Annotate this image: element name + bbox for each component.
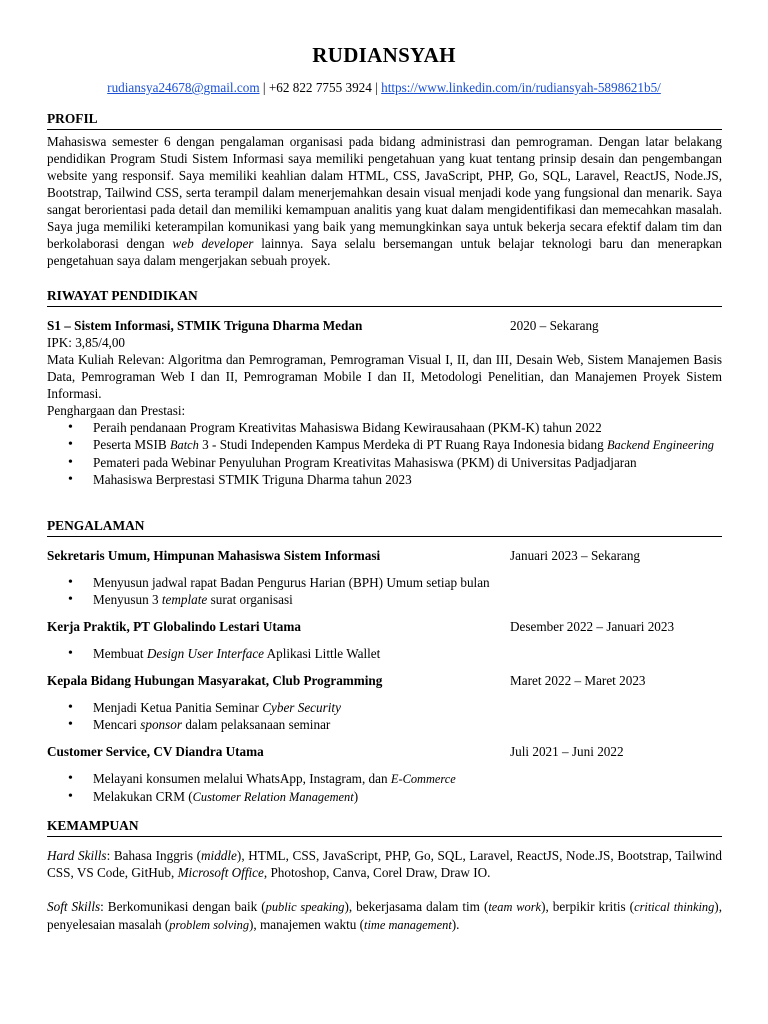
- skills-text-emphasis: critical thinking: [634, 900, 715, 914]
- job-duties: [47, 699, 722, 733]
- awards-label: Penghargaan dan Prestasi:: [47, 403, 186, 418]
- education-entry-header: [47, 317, 722, 334]
- skills-section: [47, 817, 722, 934]
- skills-text: , Photoshop, Canva, Corel Draw, Draw IO.: [263, 865, 491, 880]
- duty-text: surat organisasi: [207, 592, 293, 607]
- contact-line: [0, 79, 768, 96]
- award-text: 3 - Studi Independen Kampus Merdeka di PT Ruang Raya Indonesia bidang: [198, 437, 607, 452]
- duty-text: dalam pelaksanaan seminar: [182, 717, 331, 732]
- awards-list: [47, 419, 722, 488]
- duty-text: Melayani konsumen melalui WhatsApp, Instagram, dan: [93, 771, 391, 786]
- skills-text-emphasis: time management: [364, 918, 452, 932]
- duty-text-emphasis: template: [161, 592, 208, 607]
- job-period: Maret 2022 – Maret 2023: [510, 673, 646, 688]
- skills-text: ), manajemen waktu (: [249, 917, 365, 932]
- phone-number: +62 822 7755 3924: [268, 80, 372, 95]
- list-item: [93, 591, 722, 608]
- experience-section: [47, 517, 722, 806]
- relevant-courses: Mata Kuliah Relevan: Algoritma dan Pemrograman, Pemrograman Visual I, II, dan III, Desain Web, Sistem Manajemen Basis Data, Pemrograman Web I dan II, Pemrograman Mobile I dan II, Metodologi Penelitian, dan Manajemen Proyek Sistem Informasi.: [47, 352, 722, 401]
- education-period: 2020 – Sekarang: [510, 318, 599, 333]
- skills-text-emphasis: public speaking: [265, 900, 345, 914]
- job-title: Kepala Bidang Hubungan Masyarakat, Club Programming: [47, 673, 383, 688]
- award-text: Peserta MSIB: [93, 437, 170, 452]
- education-section: [47, 287, 722, 488]
- profile-text-emphasis: web developer: [172, 236, 254, 251]
- skills-text-emphasis: Microsoft Office: [177, 865, 264, 880]
- duty-text: Melakukan CRM (: [93, 789, 193, 804]
- award-text-emphasis: Backend Engineering: [606, 438, 714, 452]
- profile-heading: PROFIL: [47, 110, 722, 130]
- skills-text: : Berkomunikasi dengan baik (: [100, 899, 266, 914]
- list-item: • Mahasiswa Berprestasi STMIK Triguna Dharma tahun 2023: [93, 471, 722, 488]
- profile-text: lainnya. Saya selalu bersemangan untuk belajar teknologi baru dan menerapkan pengetahuan saya dalam mengerjakan sebuah proyek.: [47, 236, 723, 268]
- skills-text: ).: [451, 917, 460, 932]
- contact-separator: |: [371, 80, 382, 95]
- experience-heading: PENGALAMAN: [47, 517, 722, 537]
- email-link[interactable]: rudiansya24678@gmail.com: [107, 80, 260, 95]
- job-period: Desember 2022 – Januari 2023: [510, 619, 675, 634]
- contact-separator: |: [259, 80, 269, 95]
- job-header: [47, 547, 722, 564]
- duty-text: ): [353, 789, 359, 804]
- duty-text: Aplikasi Little Wallet: [264, 646, 381, 661]
- profile-text: Mahasiswa semester 6 dengan pengalaman organisasi pada bidang administrasi dan pemrograman. Dengan latar belakang pendidikan Program Studi Sistem Informasi saya memiliki pengetahuan yang kuat tentang prinsip desain dan pengembangan website yang responsif. Saya memiliki keahlian dalam HTML, CSS, JavaScript, PHP, Go, SQL, Laravel, ReactJS, Node.JS, Bootstrap, Tailwind CSS, serta terampil dalam menerjemahkan desain visual menjadi kode yang fungsional dan menarik. Saya sangat berorientasi pada detail dan memiliki kemampuan analitis yang kuat dalam mengidentifikasi dan memecahkan masalah. Saya juga memiliki keterampilan komunikasi yang baik yang memungkinkan saya untuk bekerja secara efektif dalam tim dan berkolaborasi dengan: [47, 134, 722, 251]
- gpa: IPK: 3,85/4,00: [47, 335, 126, 350]
- soft-skills: [47, 898, 722, 934]
- job-header: [47, 672, 722, 689]
- soft-skills-label: Soft Skills: [47, 899, 101, 914]
- job-duties: [47, 574, 722, 608]
- skills-text-emphasis: middle: [201, 848, 237, 863]
- duty-text: Menyusun 3: [93, 592, 162, 607]
- list-item: [93, 770, 722, 788]
- skills-text: : Bahasa Inggris (: [106, 848, 202, 863]
- skills-text: ), penyelesaian masalah (: [47, 899, 722, 932]
- duty-text-emphasis: Design User Interface: [146, 646, 265, 661]
- skills-text: ), bekerjasama dalam tim (: [344, 899, 489, 914]
- duty-text: Membuat: [93, 646, 147, 661]
- linkedin-link[interactable]: https://www.linkedin.com/in/rudiansyah-5898621b5/: [381, 80, 661, 95]
- list-item: [93, 716, 722, 733]
- skills-heading: KEMAMPUAN: [47, 817, 722, 837]
- skills-text-emphasis: team work: [488, 900, 542, 914]
- duty-text-emphasis: E-Commerce: [390, 772, 456, 786]
- list-item: [93, 436, 722, 454]
- profile-summary: [47, 133, 722, 269]
- job-duties: [47, 770, 722, 806]
- list-item: • Peraih pendanaan Program Kreativitas Mahasiswa Bidang Kewirausahaan (PKM-K) tahun 2022: [93, 419, 722, 436]
- hard-skills: [47, 847, 722, 881]
- list-item: [93, 788, 722, 806]
- award-text-emphasis: Batch: [169, 438, 199, 452]
- skills-text: ), HTML, CSS, JavaScript, PHP, Go, SQL, Laravel, ReactJS, Node.JS, Bootstrap, Tailwind CSS, VS Code, GitHub,: [47, 848, 722, 880]
- list-item: • Pemateri pada Webinar Penyuluhan Program Kreativitas Mahasiswa (PKM) di Universitas Padjadjaran: [93, 454, 722, 471]
- job-period: Januari 2023 – Sekarang: [510, 548, 641, 563]
- job-title: Sekretaris Umum, Himpunan Mahasiswa Sistem Informasi: [47, 548, 381, 563]
- job-period: Juli 2021 – Juni 2022: [510, 744, 624, 759]
- job-header: [47, 618, 722, 635]
- job-duties: [47, 645, 722, 662]
- duty-text: Mencari: [93, 717, 141, 732]
- job-title: Customer Service, CV Diandra Utama: [47, 744, 264, 759]
- duty-text-emphasis: Cyber Security: [262, 700, 341, 715]
- hard-skills-label: Hard Skills: [47, 848, 107, 863]
- profile-section: [47, 110, 722, 269]
- skills-text: ), berpikir kritis (: [541, 899, 635, 914]
- list-item: [93, 645, 722, 662]
- candidate-name: RUDIANSYAH: [312, 43, 456, 67]
- skills-text-emphasis: problem solving: [169, 918, 250, 932]
- job-header: [47, 743, 722, 760]
- education-heading: RIWAYAT PENDIDIKAN: [47, 287, 722, 307]
- duty-text-emphasis: sponsor: [140, 717, 183, 732]
- list-item: [93, 699, 722, 716]
- degree-title: S1 – Sistem Informasi, STMIK Triguna Dharma Medan: [47, 318, 363, 333]
- duty-text: Menjadi Ketua Panitia Seminar: [93, 700, 263, 715]
- job-title: Kerja Praktik, PT Globalindo Lestari Utama: [47, 619, 301, 634]
- list-item: • Menyusun jadwal rapat Badan Pengurus Harian (BPH) Umum setiap bulan: [93, 574, 722, 591]
- duty-text-emphasis: Customer Relation Management: [192, 790, 354, 804]
